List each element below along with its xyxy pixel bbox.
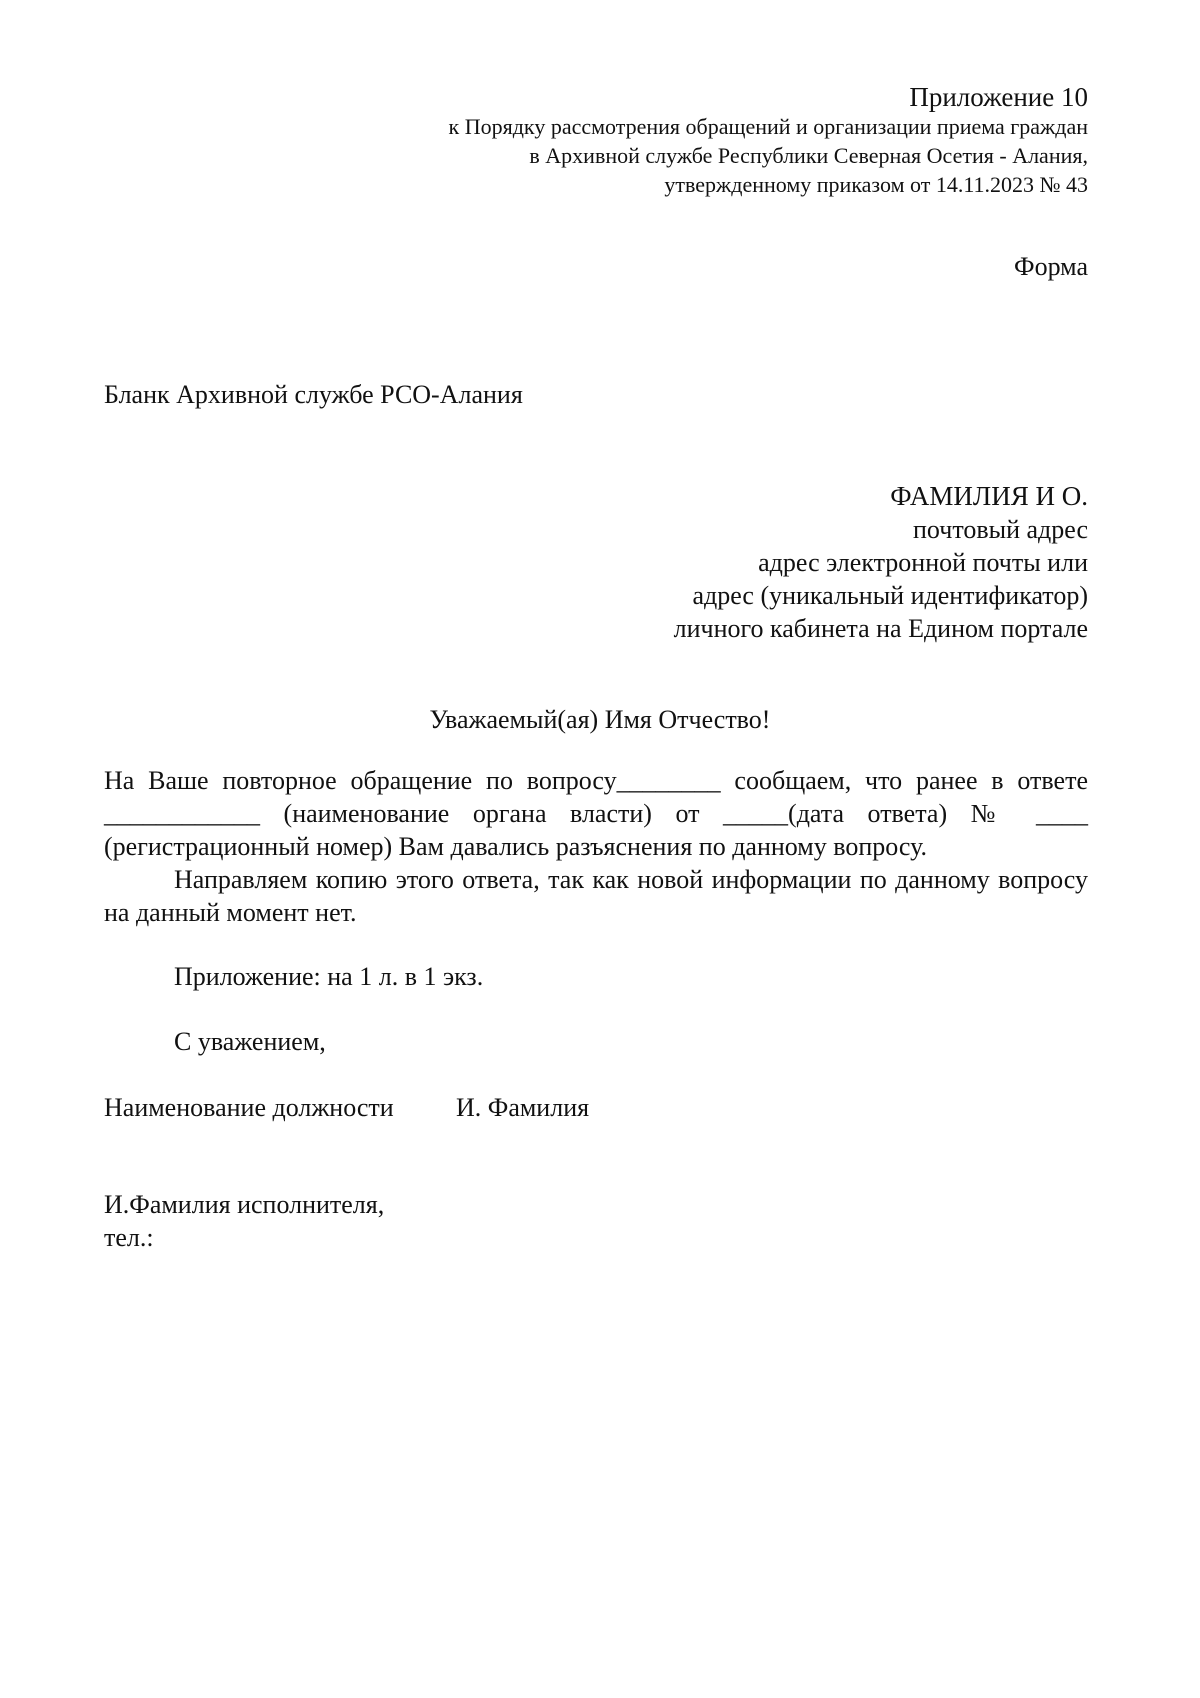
signature-line (104, 1093, 589, 1123)
closing-regards: С уважением, (174, 1027, 326, 1056)
body-paragraph-2: Направляем копию этого ответа, так как новой информации по данному вопросу на данный момент нет. (104, 865, 1088, 927)
appendix-line-3: утвержденному приказом от 14.11.2023 № 43 (664, 172, 1088, 197)
executor-phone: тел.: (104, 1223, 154, 1252)
body-paragraph-1-line-2: ____________ (наименование органа власти) от _____(дата ответа) № ____ (104, 799, 1088, 828)
addressee-postal: почтовый адрес (913, 515, 1088, 544)
letterhead-blank: Бланк Архивной службе РСО-Алания (104, 380, 523, 409)
salutation: Уважаемый(ая) Имя Отчество! (429, 705, 771, 734)
addressee-email: адрес электронной почты или (758, 548, 1088, 577)
signatory-name: И. Фамилия (456, 1093, 590, 1122)
addressee-identifier: адрес (уникальный идентификатор) (692, 581, 1088, 610)
signatory-position: Наименование должности (104, 1093, 394, 1122)
body-paragraph-1-line-1: На Ваше повторное обращение по вопросу________ сообщаем, что ранее в ответе (104, 766, 1088, 795)
appendix-title: Приложение 10 (909, 82, 1088, 112)
appendix-line-1: к Порядку рассмотрения обращений и организации приема граждан (448, 114, 1088, 139)
body-paragraph-1-line-3: (регистрационный номер) Вам давались разъяснения по данному вопросу. (104, 832, 928, 861)
appendix-line-2: в Архивной службе Республики Северная Осетия - Алания, (529, 143, 1088, 168)
executor-block (104, 1188, 384, 1254)
annex-note: Приложение: на 1 л. в 1 экз. (174, 962, 484, 991)
executor-name: И.Фамилия исполнителя, (104, 1190, 385, 1219)
addressee-name: ФАМИЛИЯ И О. (890, 481, 1088, 511)
addressee-block (674, 480, 1088, 645)
appendix-header (449, 82, 1088, 199)
form-label: Форма (1014, 252, 1088, 281)
letter-body (104, 764, 1088, 929)
addressee-portal: личного кабинета на Едином портале (673, 614, 1088, 643)
